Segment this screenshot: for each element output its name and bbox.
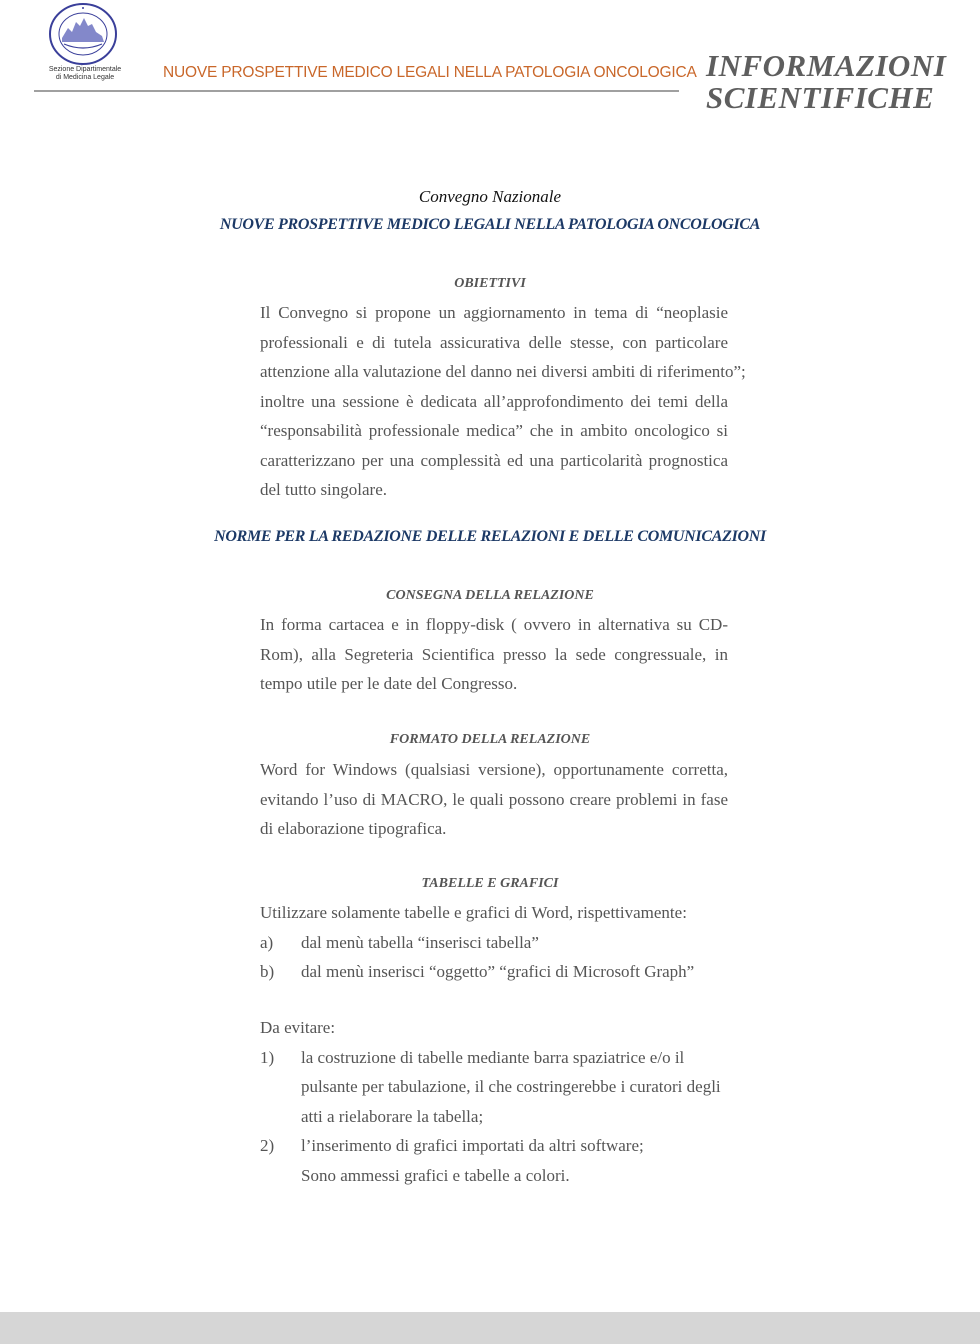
- avoid-section: [260, 1013, 728, 1190]
- paragraph-line: tempo utile per le date del Congresso.: [260, 674, 518, 693]
- logo-caption-line2: di Medicina Legale: [55, 74, 115, 81]
- format-heading: FORMATO DELLA RELAZIONE: [389, 732, 591, 747]
- brand-line2: SCIENTIFICHE: [706, 80, 935, 115]
- paragraph-line: caratterizzano per una complessità ed una particolarità prognostica: [260, 450, 728, 470]
- document-subtitle: Convegno Nazionale: [418, 187, 562, 206]
- logo-caption-line1: Sezione Dipartimentale: [48, 66, 122, 73]
- format-paragraph: [260, 755, 728, 844]
- list-marker: b): [260, 962, 275, 981]
- list-item: [260, 957, 728, 987]
- rules-heading: NORME PER LA REDAZIONE DELLE RELAZIONI E DELLE COMUNICAZIONI: [214, 528, 766, 545]
- list-item-text: dal menù inserisci “oggetto” “grafici di Microsoft Graph”: [301, 962, 695, 981]
- list-item-text: dal menù tabella “inserisci tabella”: [301, 932, 539, 952]
- paragraph-line: attenzione alla valutazione del danno nei diversi ambiti di riferimento”;: [260, 362, 746, 381]
- list-item: [260, 1043, 728, 1073]
- paragraph-line: In forma cartacea e in floppy-disk ( ovvero in alternativa su CD-: [260, 615, 728, 634]
- list-item-continuation: atti a rielaborare la tabella;: [301, 1106, 484, 1126]
- paragraph-line: Il Convegno si propone un aggiornamento in tema di “neoplasie: [260, 303, 728, 322]
- list-marker: 2): [260, 1136, 275, 1155]
- tables-heading: TABELLE E GRAFICI: [421, 876, 559, 891]
- logo-caption: [40, 66, 130, 82]
- list-marker: 1): [260, 1047, 275, 1067]
- objectives-heading: OBIETTIVI: [454, 276, 526, 291]
- brand-line1: INFORMAZIONI: [706, 48, 947, 83]
- list-marker: a): [260, 932, 274, 952]
- paragraph-line: Word for Windows (qualsiasi versione), opportunamente corretta,: [260, 760, 728, 779]
- page-footer-bar: [0, 1312, 980, 1344]
- paragraph-line: evitando l’uso di MACRO, le quali possono creare problemi in fase: [260, 789, 728, 809]
- list-item-continuation: pulsante per tabulazione, il che costringerebbe i curatori degli: [301, 1077, 721, 1096]
- list-item-continuation: Sono ammessi grafici e tabelle a colori.: [301, 1165, 570, 1185]
- tables-intro: Utilizzare solamente tabelle e grafici di Word, rispettivamente:: [260, 903, 687, 922]
- document-title: NUOVE PROSPETTIVE MEDICO LEGALI NELLA PATOLOGIA ONCOLOGICA: [219, 216, 761, 233]
- paragraph-line: Rom), alla Segreteria Scientifica presso la sede congressuale, in: [260, 644, 728, 664]
- paragraph-line: professionali e di tutela assicurativa delle stesse, con particolare: [260, 332, 728, 352]
- objectives-paragraph: [260, 298, 746, 505]
- brand-heading: [706, 50, 946, 114]
- list-item-text: la costruzione di tabelle mediante barra spaziatrice e/o il: [301, 1047, 685, 1067]
- tables-section: [260, 898, 728, 987]
- paragraph-line: del tutto singolare.: [260, 480, 388, 499]
- list-item: [260, 928, 728, 958]
- list-item-text: l’inserimento di grafici importati da altri software;: [301, 1136, 644, 1155]
- university-seal-logo: [48, 2, 118, 66]
- header-divider: [34, 90, 679, 92]
- running-title: NUOVE PROSPETTIVE MEDICO LEGALI NELLA PATOLOGIA ONCOLOGICA: [163, 64, 697, 81]
- paragraph-line: “responsabilità professionale medica” che in ambito oncologico si: [260, 421, 728, 440]
- paragraph-line: inoltre una sessione è dedicata all’approfondimento dei temi della: [260, 391, 728, 411]
- paragraph-line: di elaborazione tipografica.: [260, 819, 447, 838]
- list-item: [260, 1131, 728, 1161]
- delivery-paragraph: [260, 610, 728, 699]
- delivery-heading: CONSEGNA DELLA RELAZIONE: [386, 588, 594, 603]
- avoid-label: Da evitare:: [260, 1018, 336, 1037]
